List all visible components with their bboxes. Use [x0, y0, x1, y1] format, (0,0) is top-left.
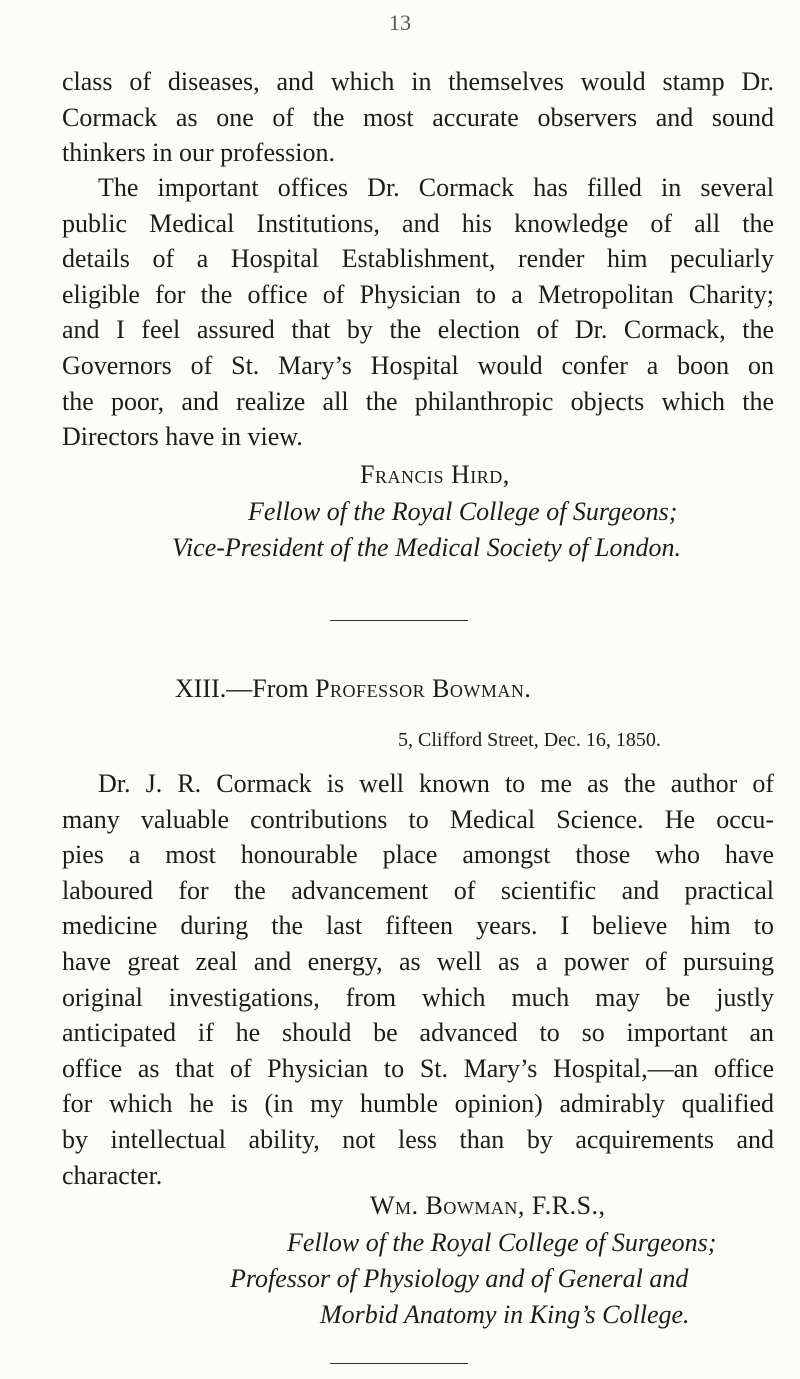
text-line: character.: [62, 1160, 163, 1190]
text-line: office as that of Physician to St. Mary’s Hospital,—an office: [62, 1053, 774, 1083]
text-line: by intellectual ability, not less than by acquirements and: [62, 1124, 774, 1154]
end-divider: [330, 1363, 468, 1364]
text-line: public Medical Institutions, and his knowledge of all the: [62, 208, 774, 238]
text-line: eligible for the office of Physician to a Metropolitan Charity;: [62, 279, 774, 309]
paragraph-continuation: [62, 64, 774, 171]
text-line: The important offices Dr. Cormack has filled in several: [98, 173, 774, 202]
text-line: Governors of St. Mary’s Hospital would confer a boon on: [62, 350, 774, 380]
signature-name-bowman: Wm. Bowman, F.R.S.,: [370, 1191, 606, 1220]
signature-title-bowman-1: Fellow of the Royal College of Surgeons;: [287, 1228, 717, 1257]
text-line: Cormack as one of the most accurate observers and sound: [62, 102, 774, 132]
text-line: laboured for the advancement of scientific and practical: [62, 875, 774, 905]
heading-name: Professor Bowman.: [315, 674, 532, 703]
text-line: for which he is (in my humble opinion) admirably qualified: [62, 1089, 774, 1119]
signature-title-hird-2: Vice-President of the Medical Society of London.: [172, 533, 682, 562]
letter-dateline: 5, Clifford Street, Dec. 16, 1850.: [398, 729, 661, 751]
text-line: the poor, and realize all the philanthropic objects which the: [62, 386, 774, 416]
page-number: 13: [389, 10, 411, 35]
text-line: medicine during the last fifteen years. I believe him to: [62, 911, 774, 941]
text-line: pies a most honourable place amongst those who have: [62, 840, 774, 870]
text-line: have great zeal and energy, as well as a power of pursuing: [62, 946, 774, 976]
section-heading: [175, 674, 531, 704]
text-line: anticipated if he should be advanced to so important an: [62, 1018, 774, 1048]
signature-name-hird: Francis Hird,: [360, 460, 510, 489]
text-line: Directors have in view.: [62, 422, 303, 452]
text-line: many valuable contributions to Medical Science. He occu-: [62, 804, 774, 834]
signature-title-hird-1: Fellow of the Royal College of Surgeons;: [248, 497, 678, 526]
paragraph-bowman-letter: [62, 766, 774, 1193]
paragraph-hird-letter: [62, 170, 774, 455]
text-line: details of a Hospital Establishment, render him peculiarly: [62, 244, 774, 274]
text-line: thinkers in our profession.: [62, 138, 335, 168]
signature-title-bowman-2: Professor of Physiology and of General and: [230, 1264, 689, 1293]
text-line: Dr. J. R. Cormack is well known to me as the author of: [98, 769, 774, 798]
text-line: and I feel assured that by the election of Dr. Cormack, the: [62, 315, 774, 345]
heading-prefix: XIII.—From: [175, 674, 309, 703]
text-line: class of diseases, and which in themselves would stamp Dr.: [62, 67, 774, 96]
signature-title-bowman-3: Morbid Anatomy in King’s College.: [320, 1300, 690, 1329]
section-divider: [330, 620, 468, 621]
text-line: original investigations, from which much may be justly: [62, 982, 774, 1012]
